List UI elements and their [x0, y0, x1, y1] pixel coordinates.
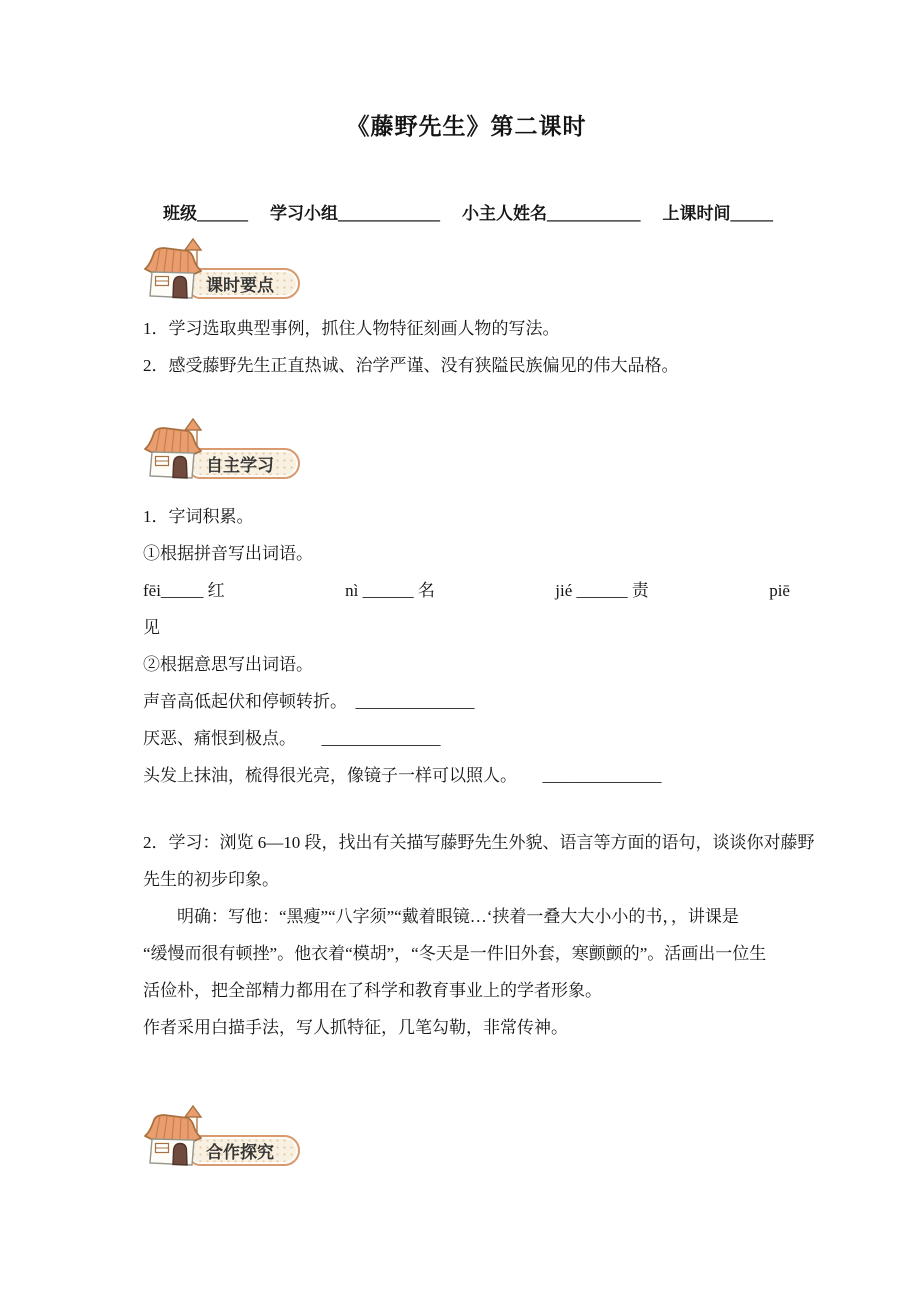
reading-task-block — [143, 824, 815, 1046]
student-name-field: 小主人姓名___________ — [462, 204, 641, 223]
section-badge: 自主学习 — [188, 448, 300, 479]
pinyin-item: nì ______ 名 — [345, 581, 435, 600]
section-header-cooperative — [143, 1105, 790, 1167]
keypoint-item: 2．感受藤野先生正直热诚、治学严谨、没有狭隘民族偏见的伟大品格。 — [143, 356, 679, 375]
section-header-keypoints — [143, 238, 790, 300]
pinyin-row — [143, 572, 790, 609]
section-header-selfstudy — [143, 418, 790, 480]
house-icon — [143, 418, 207, 480]
task-line: 明确：写他：“黑瘦”“八字须”“戴着眼镜…‘挟着一叠大大小小的书，，讲课是 — [177, 907, 739, 926]
meaning-item: 声音高低起伏和停顿转折。 ______________ — [143, 692, 475, 711]
task-line: 2．学习：浏览 6—10 段，找出有关描写藤野先生外貌、语言等方面的语句，谈谈你对藤野 — [143, 833, 815, 852]
house-icon — [143, 1105, 207, 1167]
house-icon — [143, 238, 207, 300]
study-group-field: 学习小组____________ — [270, 204, 440, 223]
student-info-row — [143, 202, 790, 226]
page-title: 《藤野先生》第二课时 — [346, 114, 587, 139]
selfstudy-block — [143, 498, 790, 794]
keypoint-item: 1．学习选取典型事例，抓住人物特征刻画人物的写法。 — [143, 319, 560, 338]
pinyin-item: piē — [769, 581, 790, 600]
pinyin-wrap-char: 见 — [143, 618, 160, 637]
task-line: “缓慢而很有顿挫”。他衣着“模胡”，“冬天是一件旧外套，寒颤颤的”。活画出一位生 — [143, 944, 767, 963]
class-field: 班级______ — [163, 204, 248, 223]
pinyin-item: jié ______ 责 — [555, 581, 649, 600]
vocab-intro: 1．字词积累。 — [143, 507, 254, 526]
meaning-question-title: ②根据意思写出词语。 — [143, 655, 313, 674]
meaning-item: 厌恶、痛恨到极点。 ______________ — [143, 729, 441, 748]
section-badge: 合作探究 — [188, 1135, 300, 1166]
pinyin-question-title: ①根据拼音写出词语。 — [143, 544, 313, 563]
section-badge: 课时要点 — [188, 268, 300, 299]
task-line: 先生的初步印象。 — [143, 870, 279, 889]
class-time-field: 上课时间_____ — [662, 204, 773, 223]
task-line: 作者采用白描手法，写人抓特征，几笔勾勒，非常传神。 — [143, 1018, 568, 1037]
task-line: 活俭朴，把全部精力都用在了科学和教育事业上的学者形象。 — [143, 981, 602, 1000]
meaning-item: 头发上抹油，梳得很光亮，像镜子一样可以照人。 ______________ — [143, 766, 662, 785]
keypoints-block — [143, 310, 790, 384]
pinyin-item: fēi_____ 红 — [143, 581, 225, 600]
